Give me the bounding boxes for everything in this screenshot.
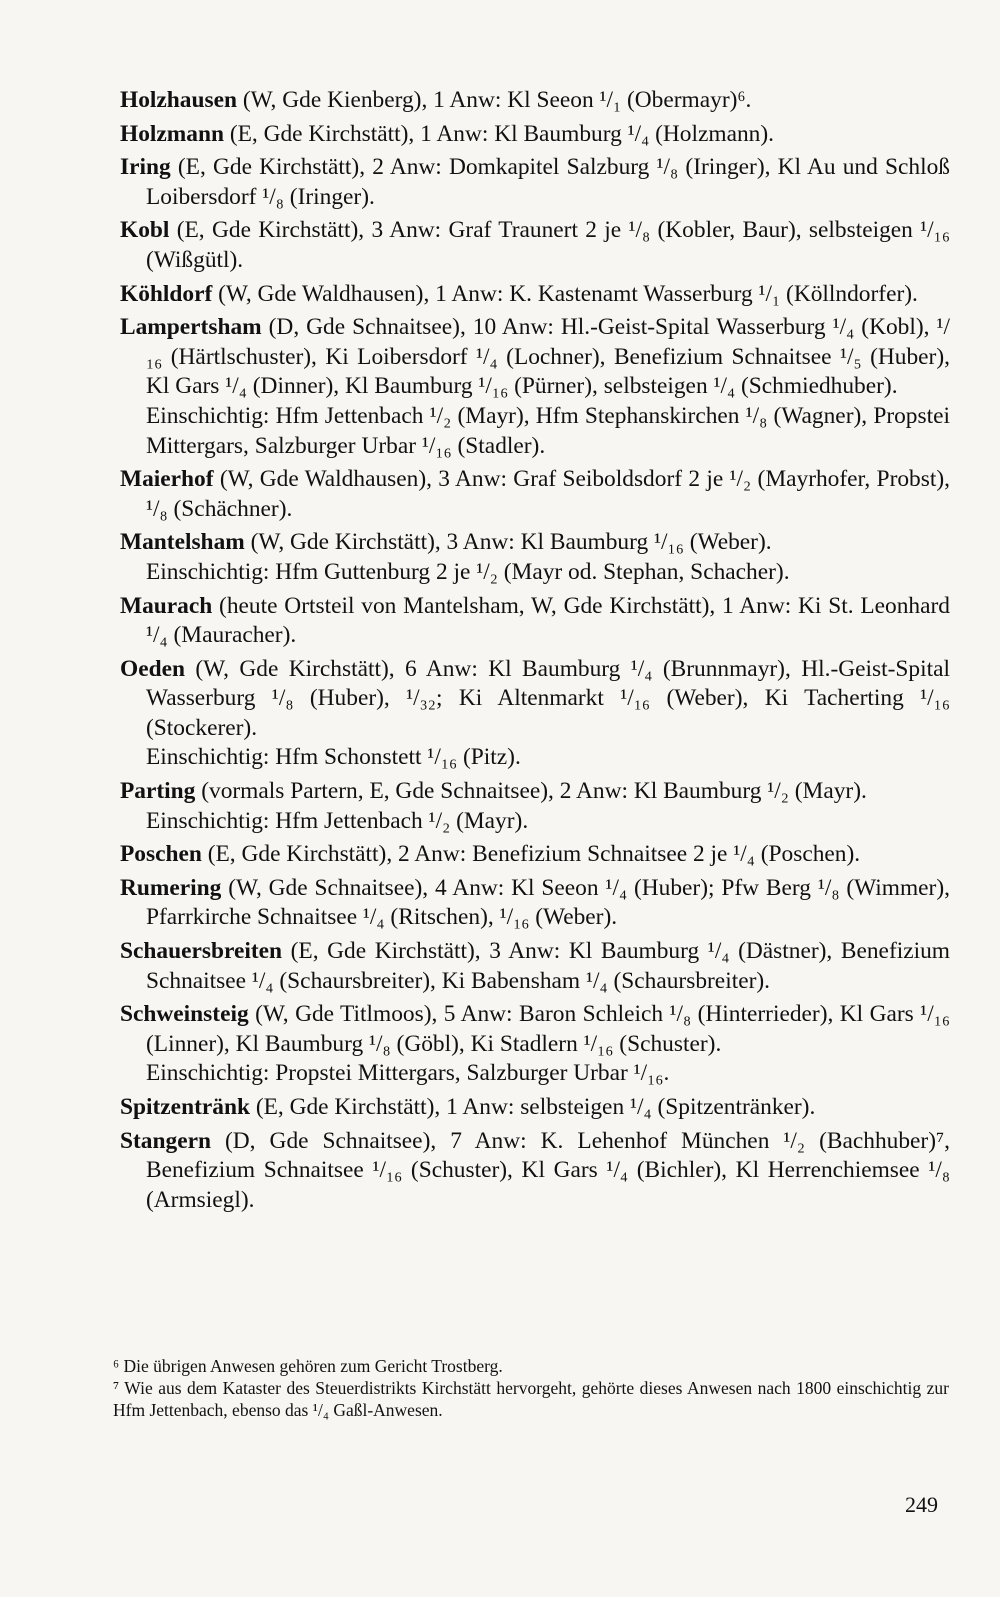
place-entry bbox=[120, 86, 950, 116]
place-name: Maurach bbox=[120, 592, 213, 619]
place-description: (W, Gde Kienberg), 1 Anw: Kl Seeon ¹/₁ (Obermayr)⁶. bbox=[236, 87, 752, 113]
place-entry bbox=[120, 937, 950, 996]
place-description: (heute Ortsteil von Mantelsham, W, Gde Kirchstätt), 1 Anw: Ki St. Leonhard ¹/₄ (Mauracher). bbox=[146, 592, 950, 649]
place-description: (W, Gde Waldhausen), 3 Anw: Graf Seiboldsdorf 2 je ¹/₂ (Mayrhofer, Probst), ¹/₈ (Schächner). bbox=[146, 466, 950, 522]
place-description: (W, Gde Titlmoos), 5 Anw: Baron Schleich ¹/₈ (Hinterrieder), Kl Gars ¹/₁₆ (Linner), Kl Baumburg ¹/₈ (Göbl), Ki Stadlern ¹/₁₆ (Schuster). bbox=[146, 1001, 950, 1057]
place-entry bbox=[120, 153, 950, 212]
place-entry bbox=[120, 1093, 950, 1123]
place-description: (E, Gde Kirchstätt), 3 Anw: Graf Traunert 2 je ¹/₈ (Kobler, Baur), selbsteigen ¹/₁₆ (Wißgütl). bbox=[146, 217, 950, 273]
place-name: Köhldorf bbox=[120, 280, 213, 307]
place-description: (W, Gde Kirchstätt), 3 Anw: Kl Baumburg ¹/₁₆ (Weber). bbox=[244, 529, 772, 556]
place-name: Maierhof bbox=[120, 466, 214, 493]
place-entries-list bbox=[120, 86, 950, 1219]
einschichtig-note: Einschichtig: Propstei Mittergars, Salzburger Urbar ¹/₁₆. bbox=[146, 1060, 670, 1087]
place-name: Holzhausen bbox=[120, 87, 237, 113]
einschichtig-note: Einschichtig: Hfm Jettenbach ¹/₂ (Mayr). bbox=[146, 807, 529, 834]
place-name: Stangern bbox=[120, 1127, 211, 1154]
einschichtig-note: Einschichtig: Hfm Schonstett ¹/₁₆ (Pitz). bbox=[146, 744, 521, 771]
place-entry bbox=[120, 777, 950, 836]
footnote: ⁶ Die übrigen Anwesen gehören zum Gericht Trostberg. bbox=[113, 1356, 503, 1376]
place-name: Holzmann bbox=[120, 120, 224, 147]
place-description: (W, Gde Kirchstätt), 6 Anw: Kl Baumburg ¹/₄ (Brunnmayr), Hl.-Geist-Spital Wasserburg ¹/₈ (Huber), ¹/₃₂; Ki Altenmarkt ¹/₁₆ (Weber), Ki Tacherting ¹/₁₆ (Stockerer). bbox=[146, 655, 950, 741]
place-entry bbox=[120, 528, 950, 587]
place-entry bbox=[120, 465, 950, 524]
place-name: Oeden bbox=[120, 655, 185, 682]
einschichtig-note: Einschichtig: Hfm Guttenburg 2 je ¹/₂ (Mayr od. Stephan, Schacher). bbox=[146, 558, 790, 585]
place-description: (D, Gde Schnaitsee), 7 Anw: K. Lehenhof München ¹/₂ (Bachhuber)⁷, Benefizium Schnaitsee ¹/₁₆ (Schuster), Kl Gars ¹/₄ (Bichler), Kl Herrenchiemsee ¹/₈ (Armsiegl). bbox=[146, 1127, 950, 1213]
place-description: (D, Gde Schnaitsee), 10 Anw: Hl.-Geist-Spital Wasserburg ¹/₄ (Kobl), ¹/₁₆ (Härtlschuster), Ki Loibersdorf ¹/₄ (Lochner), Benefizium Schnaitsee ¹/₅ (Huber), Kl Gars ¹/₄ (Dinner), Kl Baumburg ¹/₁₆ (Pürner), selbsteigen ¹/₄ (Schmiedhuber). bbox=[146, 314, 950, 400]
place-description: (vormals Partern, E, Gde Schnaitsee), 2 Anw: Kl Baumburg ¹/₂ (Mayr). bbox=[195, 778, 867, 805]
place-name: Parting bbox=[120, 778, 196, 805]
place-entry bbox=[120, 216, 950, 275]
place-name: Schauersbreiten bbox=[120, 938, 282, 965]
place-name: Iring bbox=[120, 154, 171, 181]
place-description: (W, Gde Waldhausen), 1 Anw: K. Kastenamt Wasserburg ¹/₁ (Köllndorfer). bbox=[212, 280, 918, 307]
place-entry bbox=[120, 1000, 950, 1089]
place-name: Spitzentränk bbox=[120, 1094, 250, 1120]
place-entry bbox=[120, 655, 950, 773]
place-description: (E, Gde Kirchstätt), 3 Anw: Kl Baumburg ¹/₄ (Dästner), Benefizium Schnaitsee ¹/₄ (Schaursbreiter), Ki Babensham ¹/₄ (Schaursbreiter). bbox=[146, 938, 950, 994]
einschichtig-note: Einschichtig: Hfm Jettenbach ¹/₂ (Mayr), Hfm Stephanskirchen ¹/₈ (Wagner), Propstei Mittergars, Salzburger Urbar ¹/₁₆ (Stadler). bbox=[146, 402, 950, 459]
place-name: Poschen bbox=[120, 841, 202, 868]
place-entry bbox=[120, 280, 950, 310]
place-entry bbox=[120, 592, 950, 651]
place-entry bbox=[120, 840, 950, 870]
footnotes bbox=[113, 1355, 949, 1421]
place-entry bbox=[120, 313, 950, 461]
place-entry bbox=[120, 1127, 950, 1216]
place-name: Lampertsham bbox=[120, 314, 262, 341]
place-description: (W, Gde Schnaitsee), 4 Anw: Kl Seeon ¹/₄ (Huber); Pfw Berg ¹/₈ (Wimmer), Pfarrkirche Schnaitsee ¹/₄ (Ritschen), ¹/₁₆ (Weber). bbox=[146, 874, 950, 931]
place-entry bbox=[120, 874, 950, 933]
place-description: (E, Gde Kirchstätt), 1 Anw: selbsteigen ¹/₄ (Spitzentränker). bbox=[249, 1094, 816, 1120]
place-name: Rumering bbox=[120, 874, 222, 901]
place-name: Mantelsham bbox=[120, 529, 245, 556]
place-description: (E, Gde Kirchstätt), 1 Anw: Kl Baumburg ¹/₄ (Holzmann). bbox=[223, 120, 774, 147]
place-description: (E, Gde Kirchstätt), 2 Anw: Domkapitel Salzburg ¹/₈ (Iringer), Kl Au und Schloß Loibersdorf ¹/₈ (Iringer). bbox=[146, 154, 950, 210]
page-number: 249 bbox=[905, 1492, 938, 1517]
place-entry bbox=[120, 120, 950, 150]
place-description: (E, Gde Kirchstätt), 2 Anw: Benefizium Schnaitsee 2 je ¹/₄ (Poschen). bbox=[201, 841, 861, 868]
place-name: Kobl bbox=[120, 217, 170, 244]
footnote: ⁷ Wie aus dem Kataster des Steuerdistrikts Kirchstätt hervorgeht, gehörte dieses Anwesen nach 1800 einschichtig zur Hfm Jettenbach, ebenso das ¹/₄ Gaßl-Anwesen. bbox=[113, 1378, 949, 1420]
place-name: Schweinsteig bbox=[120, 1001, 249, 1028]
